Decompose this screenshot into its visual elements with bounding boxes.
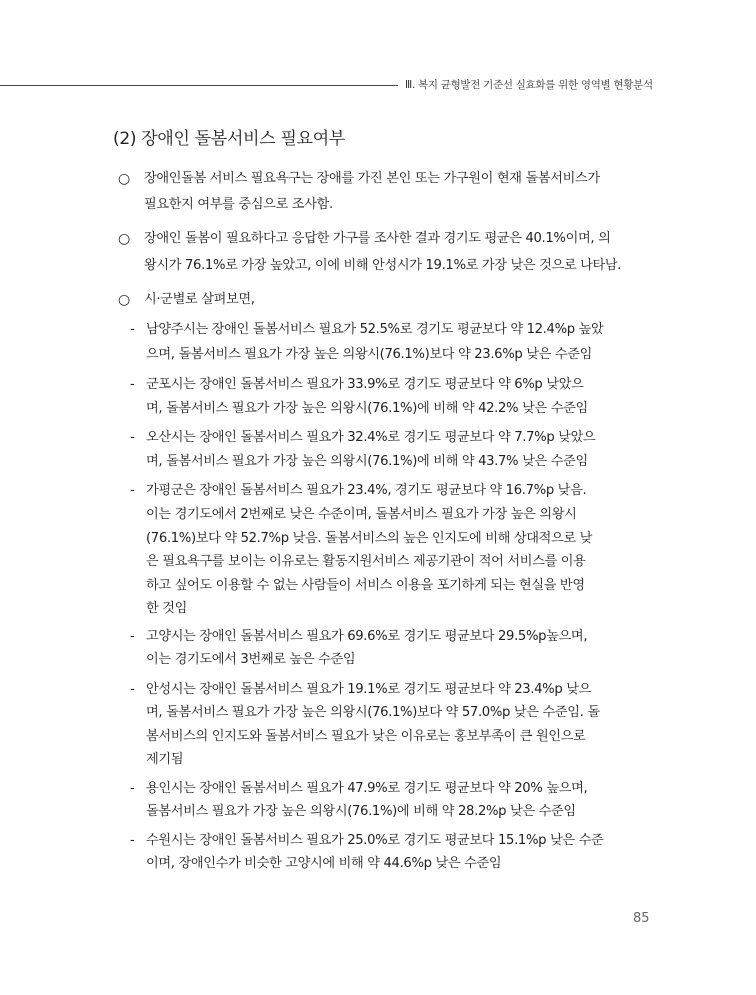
sub-item-line: 이는 경기도에서 3번째로 높은 수준임 — [146, 652, 356, 667]
paragraph-line: 장애인 돌봄이 필요하다고 응답한 가구를 조사한 결과 경기도 평균은 40.1%이며, 의 — [144, 231, 611, 246]
paragraph-line: 필요한지 여부를 중심으로 조사함. — [144, 197, 333, 212]
dash-marker: - — [130, 483, 135, 498]
bullet-marker: ○ — [118, 171, 131, 187]
sub-item-line: 며, 돌봄서비스 필요가 가장 높은 의왕시(76.1%)보다 약 57.0%p 낮은 수준임. 돌 — [146, 705, 600, 720]
sub-item-line: 안성시는 장애인 돌봄서비스 필요가 19.1%로 경기도 평균보다 약 23.4%p 낮으 — [146, 682, 592, 697]
sub-item-line: 오산시는 장애인 돌봄서비스 필요가 32.4%로 경기도 평균보다 약 7.7%p 낮았으 — [146, 430, 596, 445]
dash-marker: - — [130, 629, 135, 644]
running-header: Ⅲ. 복지 균형발전 기준선 실효화를 위한 영역별 현황분석 — [405, 79, 653, 91]
sub-item-line: 한 것임 — [146, 601, 188, 616]
sub-item-line: 남양주시는 장애인 돌봄서비스 필요가 52.5%로 경기도 평균보다 약 12.4%p 높았 — [146, 322, 604, 337]
sub-item-line: 이는 경기도에서 2번째로 낮은 수준이며, 돌봄서비스 필요가 가장 높은 의왕시 — [146, 507, 577, 522]
sub-item-line: 가평군은 장애인 돌봄서비스 필요가 23.4%, 경기도 평균보다 약 16.7%p 낮음. — [146, 483, 587, 498]
dash-marker: - — [130, 322, 135, 337]
dash-marker: - — [130, 833, 135, 848]
sub-item-line: 고양시는 장애인 돌봄서비스 필요가 69.6%로 경기도 평균보다 29.5%p높으며, — [146, 629, 588, 644]
sub-item-line: 은 필요욕구를 보이는 이유로는 활동지원서비스 제공기관이 적어 서비스를 이용 — [146, 554, 586, 569]
sub-item-line: 돌봄서비스 필요가 가장 높은 의왕시(76.1%)에 비해 약 28.2%p 낮은 수준임 — [146, 804, 576, 819]
dash-marker: - — [130, 682, 135, 697]
dash-marker: - — [130, 430, 135, 445]
bullet-marker: ○ — [118, 231, 131, 247]
page-number: 85 — [633, 911, 650, 926]
dash-marker: - — [130, 377, 135, 392]
sub-item-line: 제기됨 — [146, 752, 184, 767]
dash-marker: - — [130, 781, 135, 796]
sub-item-line: 용인시는 장애인 돌봄서비스 필요가 47.9%로 경기도 평균보다 약 20% 높으며, — [146, 781, 588, 796]
sub-item-line: 수원시는 장애인 돌봄서비스 필요가 25.0%로 경기도 평균보다 15.1%p 낮은 수준 — [146, 833, 604, 848]
bullet-marker: ○ — [118, 292, 131, 308]
paragraph-line: 장애인돌봄 서비스 필요욕구는 장애를 가진 본인 또는 가구원이 현재 돌봄서비스가 — [144, 171, 600, 186]
sub-item-line: 봄서비스의 인지도와 돌봄서비스 필요가 낮은 이유로는 홍보부족이 큰 원인으로 — [146, 729, 586, 744]
paragraph-line: 왕시가 76.1%로 가장 높았고, 이에 비해 안성시가 19.1%로 가장 낮은 것으로 나타남. — [144, 258, 622, 273]
sub-item-line: 며, 돌봄서비스 필요가 가장 높은 의왕시(76.1%)에 비해 약 42.2% 낮은 수준임 — [146, 401, 588, 416]
sub-item-line: 이며, 장애인수가 비슷한 고양시에 비해 약 44.6%p 낮은 수준임 — [146, 856, 502, 871]
sub-item-line: 군포시는 장애인 돌봄서비스 필요가 33.9%로 경기도 평균보다 약 6%p 낮았으 — [146, 377, 584, 392]
sub-item-line: 으며, 돌봄서비스 필요가 가장 높은 의왕시(76.1%)보다 약 23.6%p 낮은 수준임 — [146, 347, 593, 362]
sub-item-line: (76.1%)보다 약 52.7%p 낮음. 돌봄서비스의 높은 인지도에 비해 상대적으로 낮 — [146, 531, 593, 546]
section-title: (2) 장애인 돌봄서비스 필요여부 — [113, 129, 345, 149]
header-rule — [0, 85, 398, 86]
sub-item-line: 며, 돌봄서비스 필요가 가장 높은 의왕시(76.1%)에 비해 약 43.7% 낮은 수준임 — [146, 454, 588, 469]
paragraph-line: 시·군별로 살펴보면, — [144, 292, 255, 307]
sub-item-line: 하고 싶어도 이용할 수 없는 사람들이 서비스 이용을 포기하게 되는 현실을 반영 — [146, 578, 585, 593]
